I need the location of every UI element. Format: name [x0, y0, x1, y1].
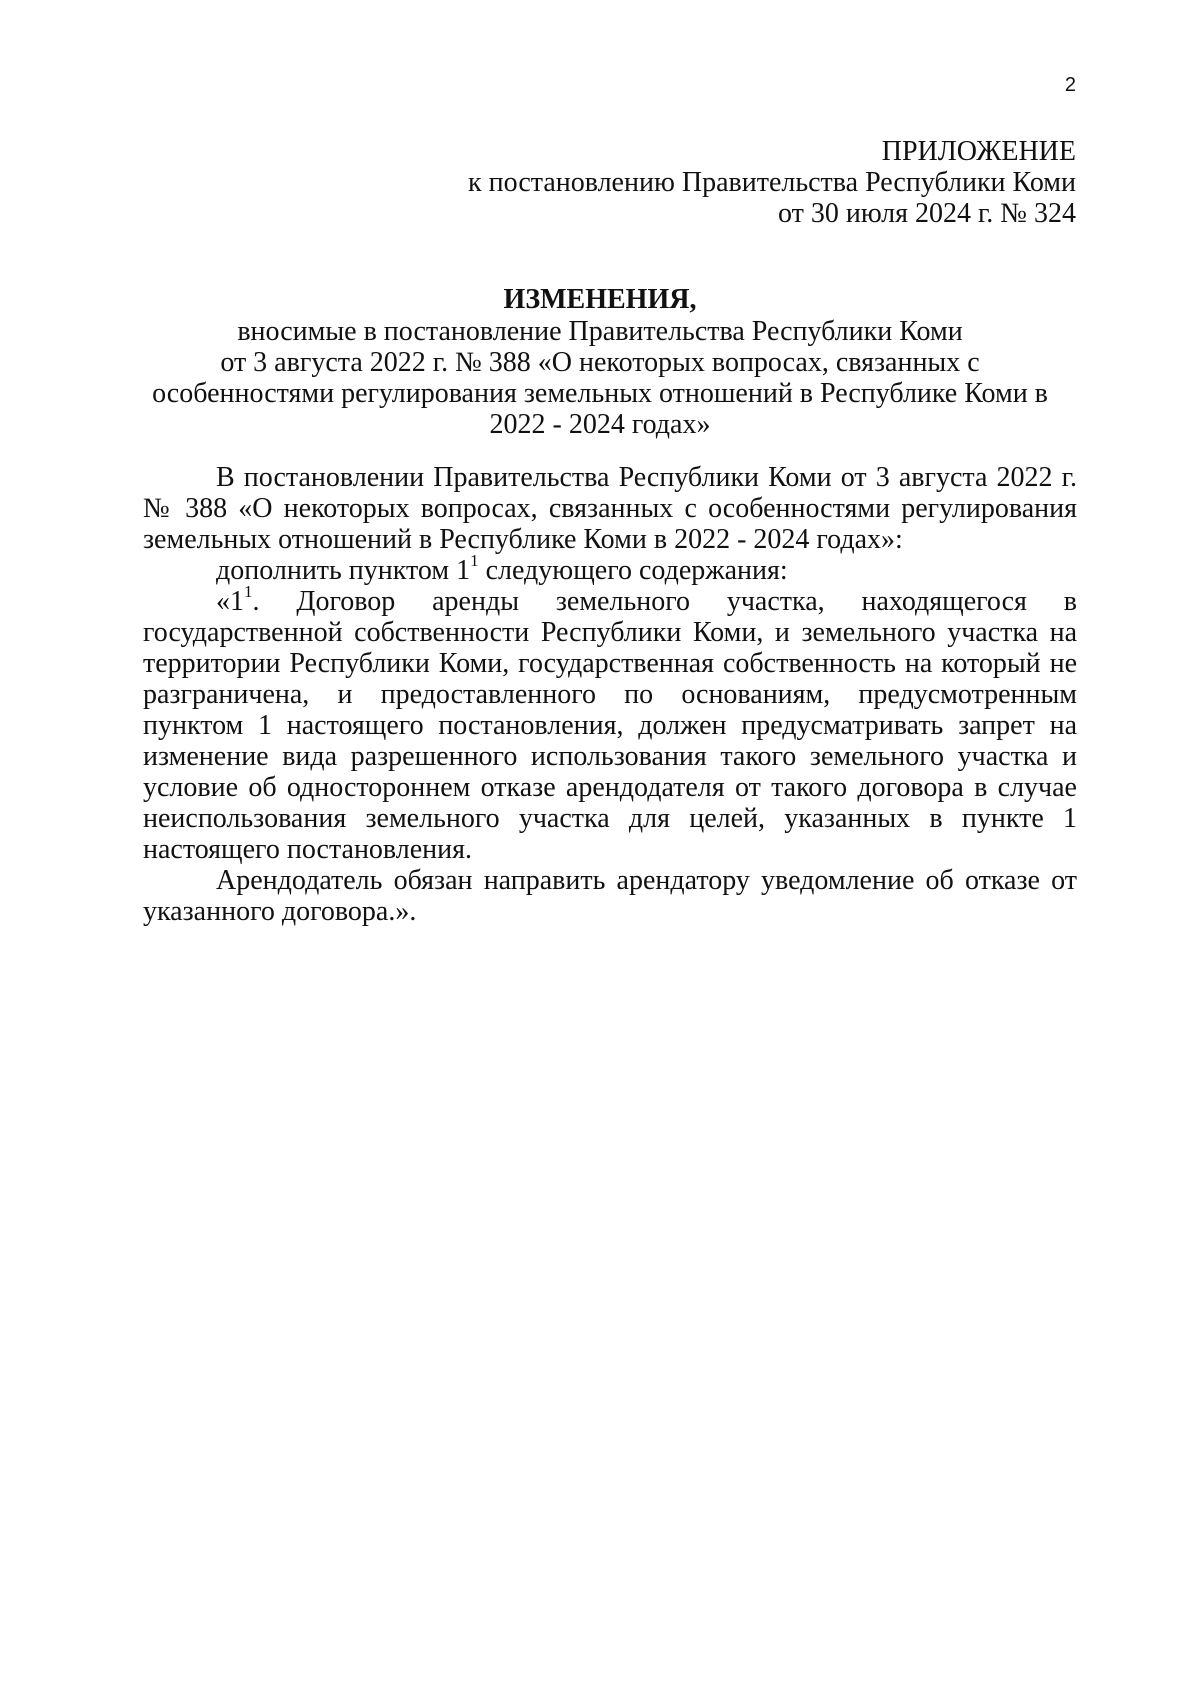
clause-paragraph: [143, 582, 1077, 865]
superscript: 1: [470, 551, 479, 570]
appendix-header: [176, 136, 1076, 229]
document-body: [143, 462, 1077, 927]
appendix-heading: ПРИЛОЖЕНИЕ: [881, 136, 1076, 167]
document-subtitle: [140, 316, 1060, 440]
subtitle-line: 2022 - 2024 годах»: [489, 409, 711, 440]
appendix-line-date: от 30 июля 2024 г. № 324: [778, 198, 1076, 229]
clause-text: . Договор аренды земельного участка, находящегося в государственной собственности Республики Коми, и земельного участка на территории Республики Коми, государственная собственность на который не разграничена, и предоставленного по основаниям, предусмотренным пунктом 1 настоящего постановления, должен предусматривать запрет на изменение вида разрешенного использования такого земельного участка и условие об одностороннем отказе арендодателя от такого договора в случае неиспользования земельного участка для целей, указанных в пункте 1 настоящего постановления.: [143, 586, 1077, 865]
subtitle-line: от 3 августа 2022 г. № 388 «О некоторых вопросах, связанных с: [220, 347, 980, 378]
superscript: 1: [244, 582, 253, 601]
supplement-text-end: следующего содержания:: [478, 555, 788, 586]
clause-number: «1: [216, 586, 244, 617]
supplement-paragraph: [143, 551, 1077, 586]
document-title: ИЗМЕНЕНИЯ,: [503, 284, 697, 315]
page-number: 2: [1064, 74, 1076, 96]
subtitle-line: вносимые в постановление Правительства Республики Коми: [237, 316, 963, 347]
supplement-text: дополнить пунктом 1: [216, 555, 471, 586]
intro-paragraph: В постановлении Правительства Республики Коми от 3 августа 2022 г. № 388 «О некоторых вопросах, связанных с особенностями регулирования земельных отношений в Республике Коми в 2022 - 2024 годах»:: [143, 462, 1077, 555]
appendix-line-to: к постановлению Правительства Республики Коми: [468, 167, 1076, 198]
subtitle-line: особенностями регулирования земельных отношений в Республике Коми в: [152, 378, 1048, 409]
closing-paragraph: Арендодатель обязан направить арендатору уведомление об отказе от указанного договора.».: [143, 865, 1077, 927]
